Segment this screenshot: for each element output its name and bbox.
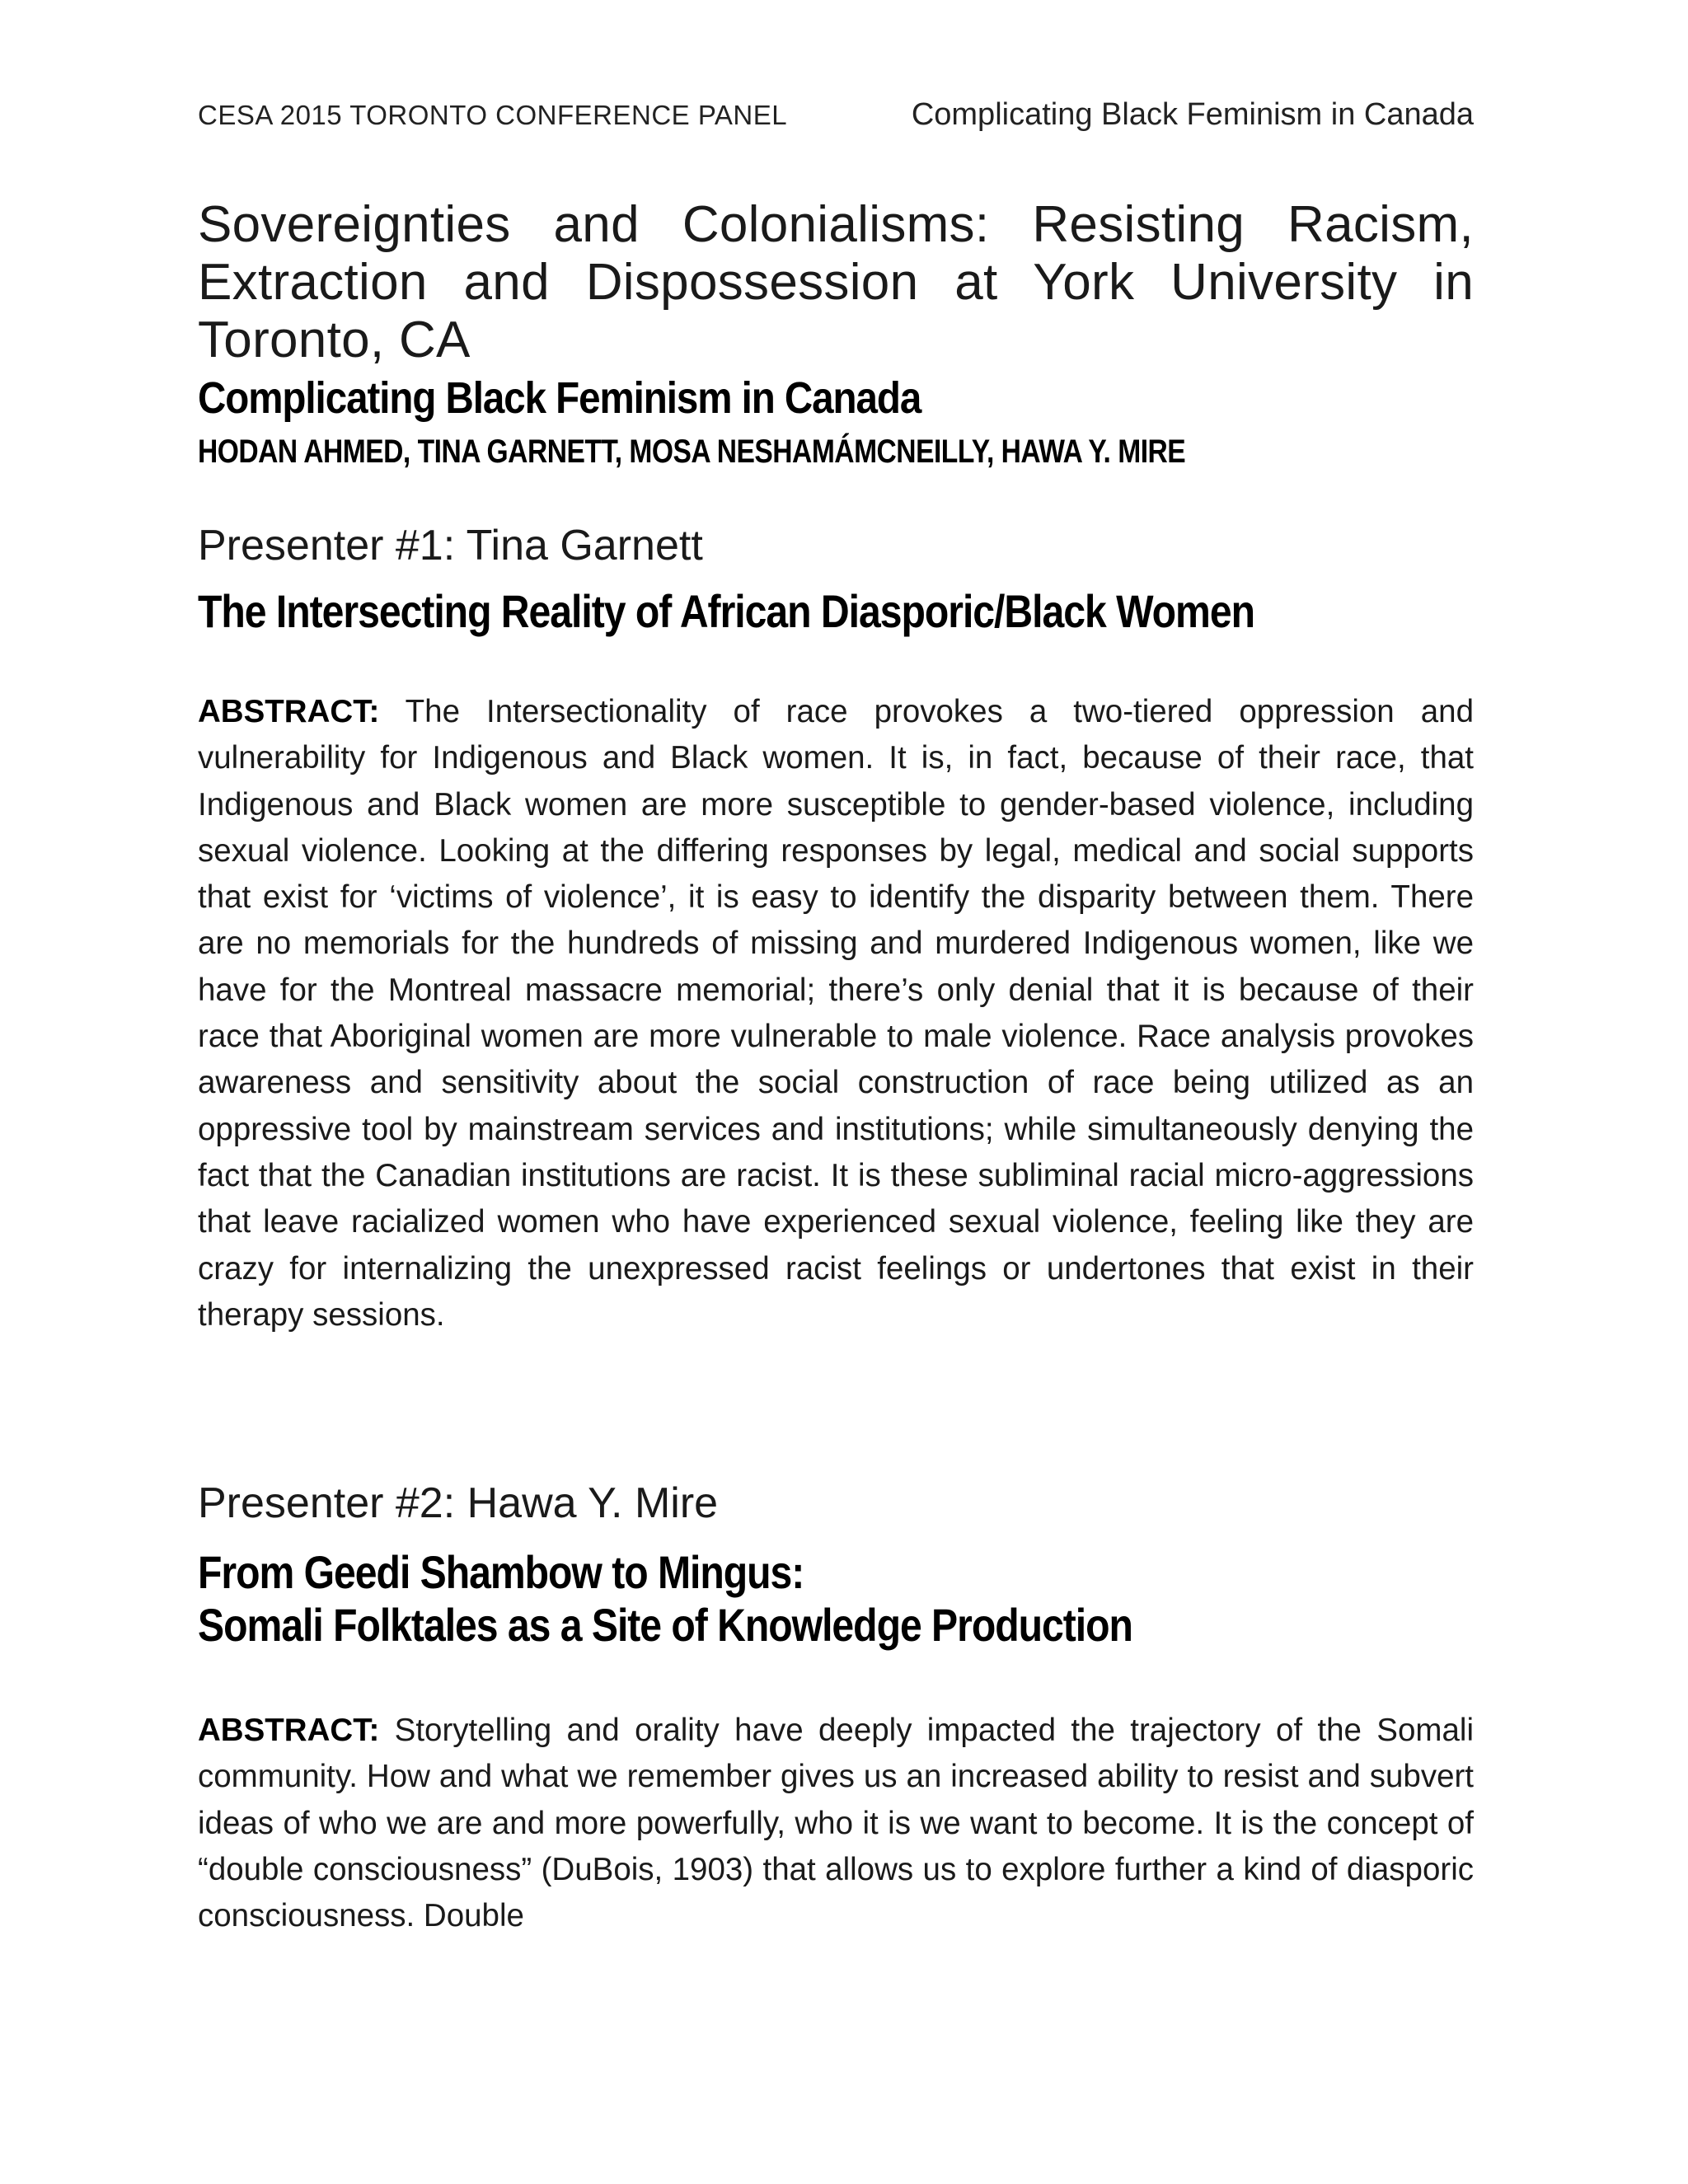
presenter-1-label: Presenter #1: Tina Garnett (198, 522, 703, 569)
presenter-2-talk-title (198, 1546, 1132, 1652)
header-panel-label: Complicating Black Feminism in Canada (911, 97, 1474, 132)
presenter-1-talk-title (198, 585, 1254, 638)
panel-authors: HODAN AHMED, TINA GARNETT, MOSA NESHAMÁMCNEILLY, HAWA Y. MIRE (198, 434, 1186, 470)
talk-title-line-1: From Geedi Shambow to Mingus: (198, 1546, 804, 1598)
abstract-text: Storytelling and orality have deeply impacted the trajectory of the Somali community. How and what we remember gives us an increased ability to resist and subvert ideas of who we are and more powerfully, who it is we want to become. It is the concept of “double consciousness” (DuBois, 1903) that allows us to explore further a kind of diasporic consciousness. Double (198, 1713, 1474, 1934)
conference-title: Sovereignties and Colonialisms: Resisting Racism, Extraction and Dispossession at York University in Toronto, CA (198, 196, 1474, 368)
presenter-2-abstract (198, 1708, 1474, 1939)
talk-title-line-2: Somali Folktales as a Site of Knowledge Production (198, 1599, 1132, 1651)
presenter-2-label: Presenter #2: Hawa Y. Mire (198, 1479, 719, 1527)
presenter-1-abstract (198, 689, 1474, 1338)
abstract-text: The Intersectionality of race provokes a two-tiered oppression and vulnerability for Indigenous and Black women. It is, in fact, because of their race, that Indigenous and Black women are more susceptible to gender-based violence, including sexual violence. Looking at the differing responses by legal, medical and social supports that exist for ‘victims of violence’, it is easy to identify the disparity between them. There are no memorials for the hundreds of missing and murdered Indigenous women, like we have for the Montreal massacre memorial; there’s only denial that it is because of their race that Aboriginal women are more vulnerable to male violence. Race analysis provokes awareness and sensitivity about the social construction of race being utilized as an oppressive tool by mainstream services and institutions; while simultaneously denying the fact that the Canadian institutions are racist. It is these subliminal racial micro-aggressions that leave racialized women who have experienced sexual violence, feeling like they are crazy for internalizing the unexpressed racist feelings or undertones that exist in their therapy sessions. (198, 694, 1474, 1333)
panel-title: Complicating Black Feminism in Canada (198, 373, 921, 423)
abstract-label: ABSTRACT: (198, 1713, 380, 1748)
header-conference-label: CESA 2015 TORONTO CONFERENCE PANEL (198, 100, 788, 130)
running-header (198, 97, 1474, 133)
talk-title-line: The Intersecting Reality of African Diasporic/Black Women (198, 585, 1254, 637)
abstract-label: ABSTRACT: (198, 694, 380, 729)
